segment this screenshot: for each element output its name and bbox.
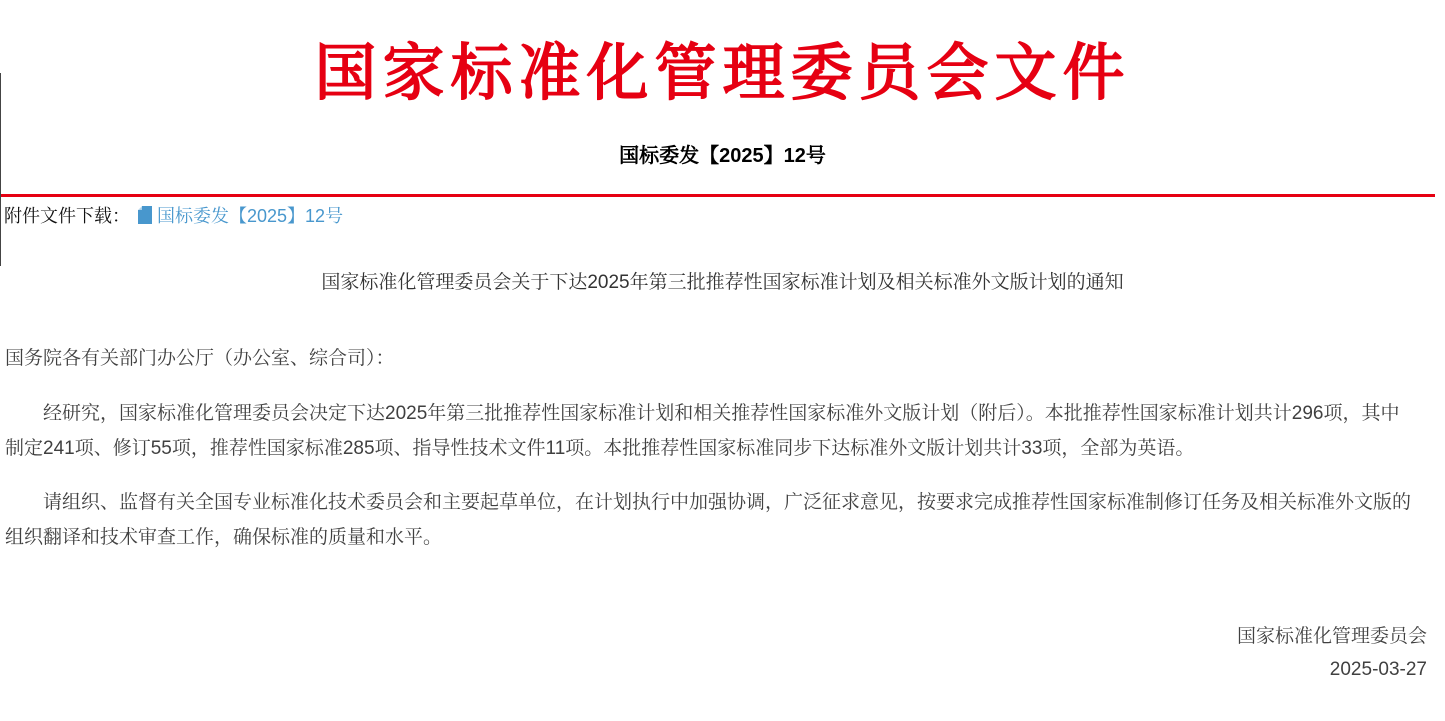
notice-salutation: 国务院各有关部门办公厅（办公室、综合司）： [5, 348, 395, 370]
notice-paragraph-2: 请组织、监督有关全国专业标准化技术委员会和主要起草单位，在计划执行中加强协调，广泛征求意见，按要求完成推荐性国家标准制修订任务及相关标准外文版的组织翻译和技术审查工作，确保标准的质量和水平。 [5, 492, 1412, 549]
notice-date: 2025-03-27 [1329, 659, 1427, 681]
attachment-download-label: 附件文件下载： [4, 206, 130, 227]
document-icon[interactable] [138, 206, 152, 224]
notice-signature: 国家标准化管理委员会 [1236, 626, 1427, 648]
table-left-border [0, 73, 1, 266]
agency-letterhead-title: 国家标准化管理委员会文件 [314, 36, 1131, 109]
document-number: 国标委发【2025】12号 [619, 145, 826, 168]
notice-paragraph-1: 经研究，国家标准化管理委员会决定下达2025年第三批推荐性国家标准计划和相关推荐性国家标准外文版计划（附后）。本批推荐性国家标准计划共计296项，其中制定241项、修订55项，推荐性国家标准285项、指导性技术文件11项。本批推荐性国家标准同步下达标准外文版计划共计33项，全部为英语。 [5, 403, 1400, 460]
notice-title: 国家标准化管理委员会关于下达2025年第三批推荐性国家标准计划及相关标准外文版计划的通知 [321, 272, 1124, 294]
attachment-download-link[interactable] [138, 202, 343, 228]
attachment-link-text[interactable]: 国标委发【2025】12号 [157, 206, 344, 227]
attachment-download-row [0, 197, 1445, 234]
